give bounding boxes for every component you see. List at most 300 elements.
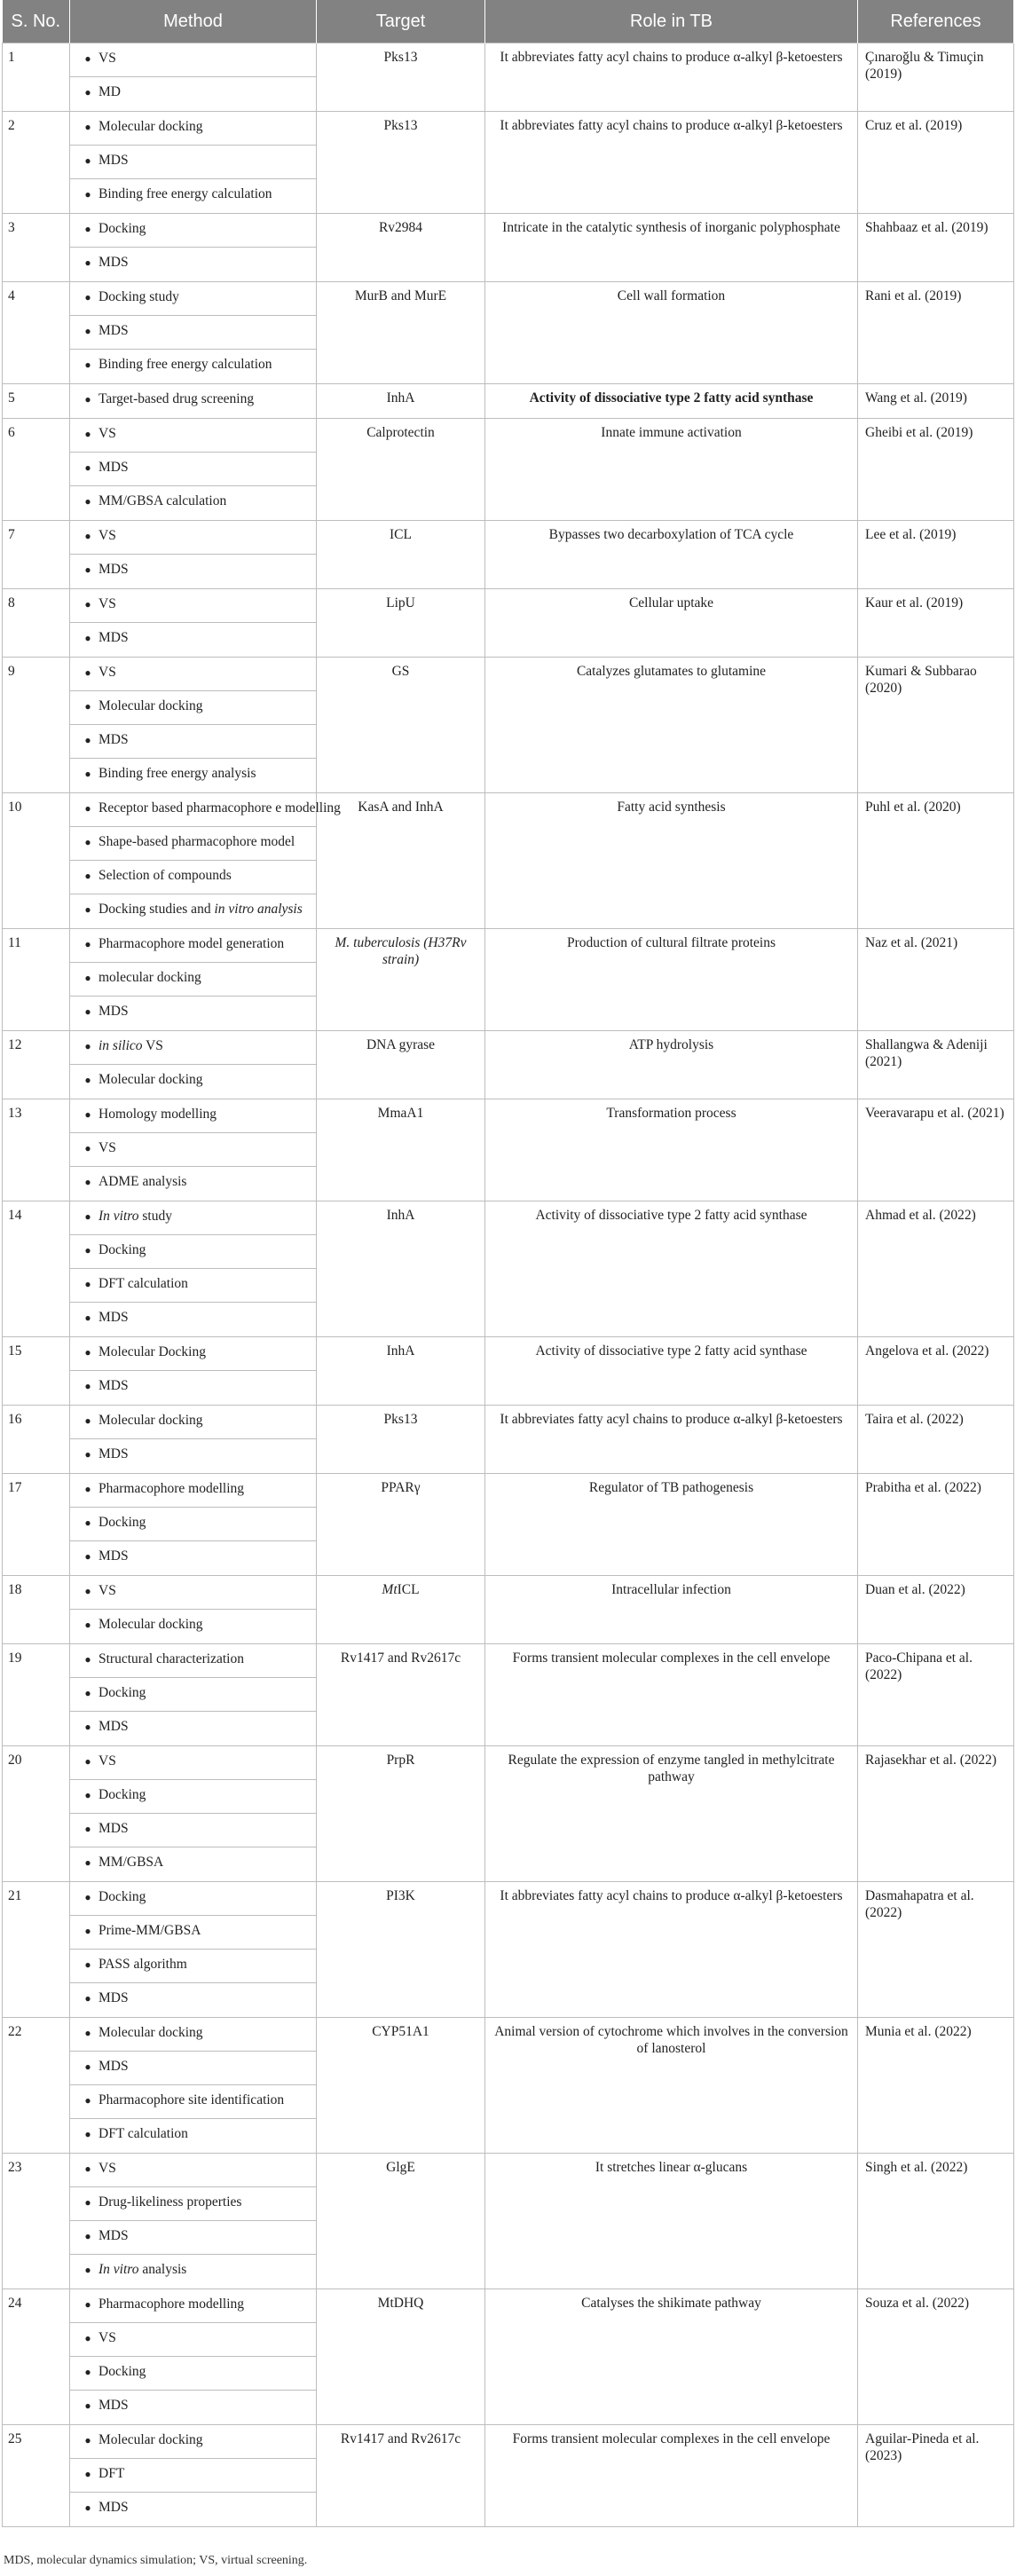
method-list [70, 1337, 317, 1406]
row-number: 12 [3, 1031, 70, 1099]
reference-cell: Wang et al. (2019) [858, 384, 1014, 419]
method-item [70, 963, 316, 997]
method-list [70, 793, 341, 929]
method-text: Molecular docking [98, 1413, 203, 1428]
method-item [70, 1950, 316, 1983]
bullet-icon: ● [84, 598, 91, 611]
reference-cell: Ahmad et al. (2022) [858, 1201, 1014, 1337]
method-item [70, 2255, 316, 2288]
method-text: in vitro analysis [214, 902, 303, 917]
method-text: Docking study [98, 289, 179, 304]
target-text: Pks13 [383, 50, 418, 65]
target-text: GlgE [386, 2160, 415, 2175]
bullet-icon: ● [84, 1380, 91, 1392]
method-item [70, 793, 341, 827]
method-list [70, 1644, 317, 1746]
target-text: PI3K [386, 1888, 415, 1903]
bullet-icon: ● [84, 1346, 91, 1359]
bullet-icon: ● [84, 870, 91, 882]
method-list [70, 1201, 317, 1337]
method-text: MDS [98, 2500, 129, 2515]
target-cell [317, 1201, 485, 1337]
bullet-icon: ● [84, 1619, 91, 1631]
method-text: Docking [98, 1242, 146, 1257]
bullet-icon: ● [84, 1992, 91, 2005]
method-item [70, 1337, 316, 1371]
target-cell [317, 1031, 485, 1099]
method-text: MDS [98, 2059, 129, 2074]
bullet-icon: ● [84, 1414, 91, 1427]
target-text: Pks13 [383, 118, 418, 133]
table-row [3, 419, 1014, 521]
method-text: MDS [98, 1821, 129, 1836]
reference-cell: Munia et al. (2022) [858, 2018, 1014, 2154]
row-number: 13 [3, 1099, 70, 1201]
bullet-icon: ● [84, 1005, 91, 1018]
bullet-icon: ● [84, 1108, 91, 1121]
table-row [3, 1746, 1014, 1882]
method-item [70, 350, 316, 383]
method-text: MDS [98, 255, 129, 270]
method-text: DFT calculation [98, 2126, 188, 2141]
reference-cell: Shallangwa & Adeniji (2021) [858, 1031, 1014, 1099]
bullet-icon: ● [84, 256, 91, 269]
bullet-icon: ● [84, 358, 91, 371]
row-number: 15 [3, 1337, 70, 1406]
method-text: VS [142, 1038, 163, 1053]
method-item [70, 1065, 316, 1099]
target-cell [317, 2018, 485, 2154]
method-text: Docking [98, 221, 146, 236]
role-cell: Intracellular infection [485, 1576, 858, 1644]
target-cell [317, 43, 485, 112]
bullet-icon: ● [84, 1176, 91, 1188]
method-text: MDS [98, 562, 129, 577]
method-item [70, 521, 316, 555]
method-text: Pharmacophore site identification [98, 2092, 285, 2107]
reference-cell: Paco-Chipana et al. (2022) [858, 1644, 1014, 1746]
method-item [70, 2425, 316, 2459]
method-list [70, 658, 317, 793]
target-text: LipU [386, 595, 415, 611]
method-text: MDS [98, 1004, 129, 1019]
method-item [70, 453, 316, 486]
row-number: 10 [3, 793, 70, 929]
role-cell: Activity of dissociative type 2 fatty acid synthase [485, 384, 858, 419]
method-item [70, 1508, 316, 1541]
bullet-icon: ● [84, 1823, 91, 1835]
role-cell: It abbreviates fatty acyl chains to produce α-alkyl β-ketoesters [485, 1406, 858, 1474]
reference-cell: Lee et al. (2019) [858, 521, 1014, 589]
role-cell: Cellular uptake [485, 589, 858, 658]
table-row [3, 2425, 1014, 2527]
method-text: VS [98, 2161, 116, 2176]
method-text: Binding free energy calculation [98, 357, 272, 372]
bullet-icon: ● [84, 1312, 91, 1324]
method-item [70, 1847, 316, 1881]
method-text: Pharmacophore model generation [98, 936, 285, 951]
method-text: VS [98, 2330, 116, 2345]
method-item [70, 1576, 316, 1610]
header-references: References [858, 0, 1014, 43]
method-item [70, 555, 316, 588]
target-text: MurB and MurE [354, 288, 447, 303]
method-item [70, 1406, 316, 1439]
target-cell [317, 384, 485, 419]
row-number: 25 [3, 2425, 70, 2527]
reference-cell: Gheibi et al. (2019) [858, 419, 1014, 521]
target-text: InhA [386, 390, 415, 406]
method-list [70, 214, 317, 282]
method-text: VS [98, 1583, 116, 1598]
method-item [70, 2221, 316, 2255]
method-text: VS [98, 426, 116, 441]
row-number: 4 [3, 282, 70, 384]
method-item [70, 1916, 316, 1950]
bullet-icon: ● [84, 1891, 91, 1903]
method-text: Molecular docking [98, 1072, 203, 1087]
target-cell [317, 419, 485, 521]
target-text: Calprotectin [366, 425, 435, 440]
role-cell: Catalyzes glutamates to glutamine [485, 658, 858, 793]
role-cell: Activity of dissociative type 2 fatty acid synthase [485, 1337, 858, 1406]
row-number: 20 [3, 1746, 70, 1882]
reference-cell: Cruz et al. (2019) [858, 112, 1014, 214]
method-item [70, 248, 316, 281]
reference-cell: Naz et al. (2021) [858, 929, 1014, 1031]
method-item [70, 214, 316, 248]
method-list [70, 1882, 317, 2018]
method-text: MM/GBSA [98, 1855, 164, 1870]
method-text: MDS [98, 2228, 129, 2243]
bullet-icon: ● [84, 1483, 91, 1495]
method-item [70, 1099, 316, 1133]
method-text: Binding free energy calculation [98, 186, 272, 201]
row-number: 23 [3, 2154, 70, 2289]
reference-cell: Kaur et al. (2019) [858, 589, 1014, 658]
method-text: MDS [98, 732, 129, 747]
row-number: 19 [3, 1644, 70, 1746]
method-item [70, 1167, 316, 1201]
role-cell: Transformation process [485, 1099, 858, 1201]
bullet-icon: ● [84, 1516, 91, 1529]
method-text: Receptor based pharmacophore e modelling [98, 800, 341, 815]
method-item [70, 43, 316, 77]
method-text: MDS [98, 1548, 129, 1564]
method-list [70, 2425, 317, 2527]
method-item [70, 2154, 316, 2187]
bullet-icon: ● [84, 188, 91, 201]
method-text: VS [98, 596, 116, 611]
target-text: GS [391, 664, 410, 679]
target-text: DNA gyrase [366, 1037, 436, 1052]
reference-cell: Rani et al. (2019) [858, 282, 1014, 384]
bullet-icon: ● [84, 1142, 91, 1154]
bullet-icon: ● [84, 325, 91, 337]
bullet-icon: ● [84, 2366, 91, 2378]
method-list [70, 1746, 317, 1882]
method-item [70, 1678, 316, 1712]
methods-table [2, 0, 1014, 2527]
target-prefix: Mt [382, 1582, 398, 1597]
method-text: molecular docking [98, 970, 201, 985]
method-text: Molecular docking [98, 698, 203, 713]
target-text: InhA [386, 1343, 415, 1359]
method-item [70, 1201, 316, 1235]
method-item [70, 1439, 316, 1473]
target-text: InhA [386, 1208, 415, 1223]
method-list [70, 282, 317, 384]
bullet-icon: ● [84, 700, 91, 713]
method-text: Molecular docking [98, 2432, 203, 2447]
role-cell: It abbreviates fatty acyl chains to produce α-alkyl β-ketoesters [485, 112, 858, 214]
method-item [70, 894, 316, 928]
method-item [70, 1269, 316, 1303]
table-footnote: MDS, molecular dynamics simulation; VS, virtual screening. [4, 2554, 308, 2567]
bullet-icon: ● [84, 530, 91, 542]
row-number: 6 [3, 419, 70, 521]
method-text: MD [98, 84, 121, 99]
role-cell: Regulator of TB pathogenesis [485, 1474, 858, 1576]
method-item [70, 2493, 316, 2526]
row-number: 2 [3, 112, 70, 214]
bullet-icon: ● [84, 2128, 91, 2140]
row-number: 17 [3, 1474, 70, 1576]
table-row [3, 282, 1014, 384]
row-number: 3 [3, 214, 70, 282]
table-row [3, 384, 1014, 419]
reference-cell: Angelova et al. (2022) [858, 1337, 1014, 1406]
method-text: Target-based drug screening [98, 391, 255, 406]
row-number: 8 [3, 589, 70, 658]
method-item [70, 2085, 316, 2119]
method-item [70, 827, 316, 861]
bullet-icon: ● [84, 2230, 91, 2242]
method-item [70, 2391, 316, 2424]
method-text: MDS [98, 153, 129, 168]
method-list [70, 1406, 317, 1474]
target-cell [317, 1576, 485, 1644]
target-cell [317, 1099, 485, 1201]
method-text: VS [98, 665, 116, 680]
bullet-icon: ● [84, 1925, 91, 1937]
target-text: KasA and InhA [358, 800, 444, 815]
role-cell: ATP hydrolysis [485, 1031, 858, 1099]
bullet-icon: ● [84, 2264, 91, 2276]
reference-cell: Souza et al. (2022) [858, 2289, 1014, 2425]
reference-cell: Aguilar-Pineda et al. (2023) [858, 2425, 1014, 2527]
method-text: MDS [98, 1446, 129, 1461]
target-cell [317, 1406, 485, 1474]
table-row [3, 214, 1014, 282]
method-text: Drug-likeliness properties [98, 2194, 242, 2210]
method-item [70, 1474, 316, 1508]
method-item [70, 1303, 316, 1336]
bullet-icon: ● [84, 734, 91, 746]
method-list [70, 384, 317, 419]
method-list [70, 419, 317, 521]
table-body [3, 43, 1014, 2527]
bullet-icon: ● [84, 428, 91, 440]
target-text: CYP51A1 [372, 2024, 429, 2039]
row-number: 5 [3, 384, 70, 419]
bullet-icon: ● [84, 2027, 91, 2039]
header-target: Target [317, 0, 485, 43]
table-row [3, 1406, 1014, 1474]
method-list [70, 2154, 317, 2289]
target-cell [317, 1474, 485, 1576]
table-row [3, 658, 1014, 793]
method-text: MDS [98, 1310, 129, 1325]
method-item [70, 1371, 316, 1405]
method-text: DFT [98, 2466, 125, 2481]
reference-cell: Prabitha et al. (2022) [858, 1474, 1014, 1576]
bullet-icon: ● [84, 2162, 91, 2175]
method-text: VS [98, 51, 116, 66]
bullet-icon: ● [84, 2501, 91, 2514]
method-item [70, 316, 316, 350]
target-cell [317, 793, 485, 929]
reference-cell: Kumari & Subbarao (2020) [858, 658, 1014, 793]
method-item [70, 1031, 316, 1065]
method-item [70, 419, 316, 453]
bullet-icon: ● [84, 563, 91, 576]
bullet-icon: ● [84, 2332, 91, 2344]
reference-cell: Çınaroğlu & Timuçin (2019) [858, 43, 1014, 112]
method-item [70, 861, 316, 894]
bullet-icon: ● [84, 768, 91, 780]
bullet-icon: ● [84, 1653, 91, 1666]
method-list [70, 2289, 317, 2425]
method-text: MDS [98, 1378, 129, 1393]
method-list [70, 589, 317, 658]
method-text: Docking [98, 2364, 146, 2379]
target-cell [317, 521, 485, 589]
method-text: DFT calculation [98, 1276, 188, 1291]
method-text: MDS [98, 460, 129, 475]
method-text: Molecular docking [98, 1617, 203, 1632]
bullet-icon: ● [84, 836, 91, 848]
method-text: Docking [98, 1889, 146, 1904]
bullet-icon: ● [84, 86, 91, 98]
bullet-icon: ● [84, 2196, 91, 2209]
method-item [70, 1644, 316, 1678]
method-text: PASS algorithm [98, 1957, 187, 1972]
bullet-icon: ● [84, 938, 91, 950]
role-cell: Innate immune activation [485, 419, 858, 521]
method-item [70, 486, 316, 520]
role-cell: Regulate the expression of enzyme tangled in methylcitrate pathway [485, 1746, 858, 1882]
method-item [70, 589, 316, 623]
target-cell [317, 112, 485, 214]
method-item [70, 759, 316, 792]
bullet-icon: ● [84, 1721, 91, 1733]
bullet-icon: ● [84, 2298, 91, 2311]
target-text: Rv1417 and Rv2617c [340, 1650, 461, 1666]
bullet-icon: ● [84, 632, 91, 644]
table-row [3, 589, 1014, 658]
target-cell [317, 2289, 485, 2425]
target-text: Rv1417 and Rv2617c [340, 2431, 461, 2446]
bullet-icon: ● [84, 666, 91, 679]
method-text: MDS [98, 1990, 129, 2005]
method-item [70, 282, 316, 316]
bullet-icon: ● [84, 1074, 91, 1086]
target-text: Rv2984 [378, 220, 423, 235]
method-item [70, 77, 316, 111]
table-row [3, 1099, 1014, 1201]
method-item [70, 1712, 316, 1745]
table-row [3, 521, 1014, 589]
method-item [70, 146, 316, 179]
reference-cell: Taira et al. (2022) [858, 1406, 1014, 1474]
method-text: MDS [98, 630, 129, 645]
bullet-icon: ● [84, 223, 91, 235]
method-list [70, 1576, 317, 1644]
bullet-icon: ● [84, 1687, 91, 1699]
target-cell [317, 929, 485, 1031]
method-text: Molecular docking [98, 119, 203, 134]
bullet-icon: ● [84, 52, 91, 65]
role-cell: Animal version of cytochrome which involves in the conversion of lanosterol [485, 2018, 858, 2154]
method-item [70, 2018, 316, 2052]
method-list [70, 2018, 317, 2154]
role-cell: It stretches linear α-glucans [485, 2154, 858, 2289]
bullet-icon: ● [84, 2434, 91, 2446]
table-row [3, 1576, 1014, 1644]
method-list [70, 929, 317, 1031]
row-number: 1 [3, 43, 70, 112]
role-cell: Forms transient molecular complexes in the cell envelope [485, 1644, 858, 1746]
method-item [70, 179, 316, 213]
method-list [70, 43, 317, 112]
target-cell [317, 2425, 485, 2527]
method-item [70, 112, 316, 146]
method-item [70, 1882, 316, 1916]
method-text: Homology modelling [98, 1107, 217, 1122]
method-text: analysis [138, 2262, 187, 2277]
bullet-icon: ● [84, 2399, 91, 2412]
bullet-icon: ● [84, 972, 91, 984]
reference-cell: Shahbaaz et al. (2019) [858, 214, 1014, 282]
header-method: Method [70, 0, 317, 43]
method-item [70, 2357, 316, 2391]
method-item [70, 384, 316, 418]
row-number: 22 [3, 2018, 70, 2154]
target-cell [317, 1644, 485, 1746]
method-list [70, 1099, 317, 1201]
method-text: In vitro [98, 2262, 139, 2277]
method-text: Pharmacophore modelling [98, 1481, 244, 1496]
bullet-icon: ● [84, 154, 91, 167]
method-text: Prime-MM/GBSA [98, 1923, 201, 1938]
method-item [70, 2323, 316, 2357]
method-text: Docking [98, 1515, 146, 1530]
table-row [3, 1031, 1014, 1099]
bullet-icon: ● [84, 1210, 91, 1223]
role-cell: Fatty acid synthesis [485, 793, 858, 929]
method-item [70, 1983, 316, 2017]
method-text: ADME analysis [98, 1174, 187, 1189]
bullet-icon: ● [84, 802, 91, 815]
header-role: Role in TB [485, 0, 858, 43]
bullet-icon: ● [84, 1585, 91, 1597]
table-row [3, 2154, 1014, 2289]
method-text: MM/GBSA calculation [98, 493, 227, 508]
method-text: Binding free energy analysis [98, 766, 256, 781]
bullet-icon: ● [84, 1278, 91, 1290]
bullet-icon: ● [84, 903, 91, 916]
